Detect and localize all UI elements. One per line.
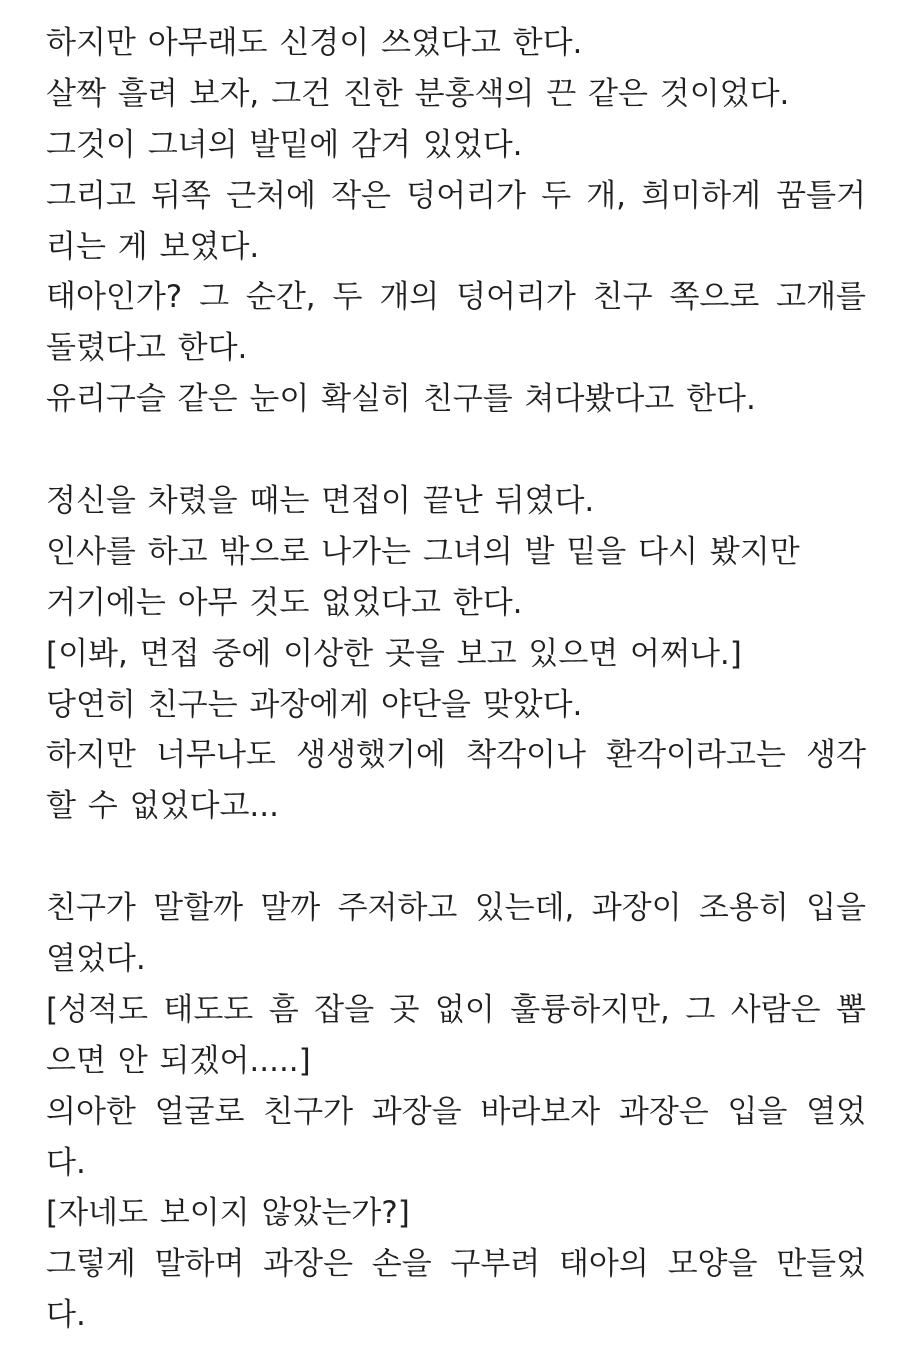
text-line: 다. xyxy=(46,1144,86,1181)
text-line: 거기에는 아무 것도 없었다고 한다. xyxy=(46,584,523,621)
text-line: 살짝 흘려 보자, 그건 진한 분홍색의 끈 같은 것이었다. xyxy=(46,75,790,112)
text-line: 하지만 아무래도 신경이 쓰였다고 한다. xyxy=(46,25,583,61)
text-line: 할 수 없었다고... xyxy=(46,788,279,825)
text-line: 열었다. xyxy=(46,941,146,978)
text-line: 인사를 하고 밖으로 나가는 그녀의 발 밑을 다시 봤지만 xyxy=(46,533,800,570)
text-line: [자네도 보이지 않았는가?] xyxy=(46,1195,410,1232)
text-line: 그것이 그녀의 발밑에 감겨 있었다. xyxy=(46,126,523,163)
text-line: 의아한 얼굴로 친구가 과장을 바라보자 과장은 입을 열었 xyxy=(46,1093,866,1130)
text-line: [성적도 태도도 흠 잡을 곳 없이 훌륭하지만, 그 사람은 뽑 xyxy=(46,991,866,1028)
text-line: 당연히 친구는 과장에게 야단을 맞았다. xyxy=(46,686,583,723)
text-line: 리는 게 보였다. xyxy=(46,228,260,265)
text-line: 태아인가? 그 순간, 두 개의 덩어리가 친구 쪽으로 고개를 xyxy=(46,279,866,316)
text-line: 으면 안 되겠어.....] xyxy=(46,1042,311,1079)
text-line: 돌렸다고 한다. xyxy=(46,330,248,367)
paragraph-gap xyxy=(46,832,866,883)
text-line: 그리고 뒤쪽 근처에 작은 덩어리가 두 개, 희미하게 꿈틀거 xyxy=(46,177,866,214)
text-line: 정신을 차렸을 때는 면접이 끝난 뒤였다. xyxy=(46,483,595,520)
text-line: 유리구슬 같은 눈이 확실히 친구를 쳐다봤다고 한다. xyxy=(46,381,756,418)
text-line: 그렇게 말하며 과장은 손을 구부려 태아의 모양을 만들었 xyxy=(46,1246,866,1283)
text-line: [이봐, 면접 중에 이상한 곳을 보고 있으면 어쩌나.] xyxy=(46,635,742,672)
text-line: 하지만 너무나도 생생했기에 착각이나 환각이라고는 생각 xyxy=(46,737,866,774)
article-body xyxy=(46,18,866,1341)
text-line: 다. xyxy=(46,1297,86,1334)
text-line: 친구가 말할까 말까 주저하고 있는데, 과장이 조용히 입을 xyxy=(46,890,866,927)
paragraph-gap xyxy=(46,425,866,476)
